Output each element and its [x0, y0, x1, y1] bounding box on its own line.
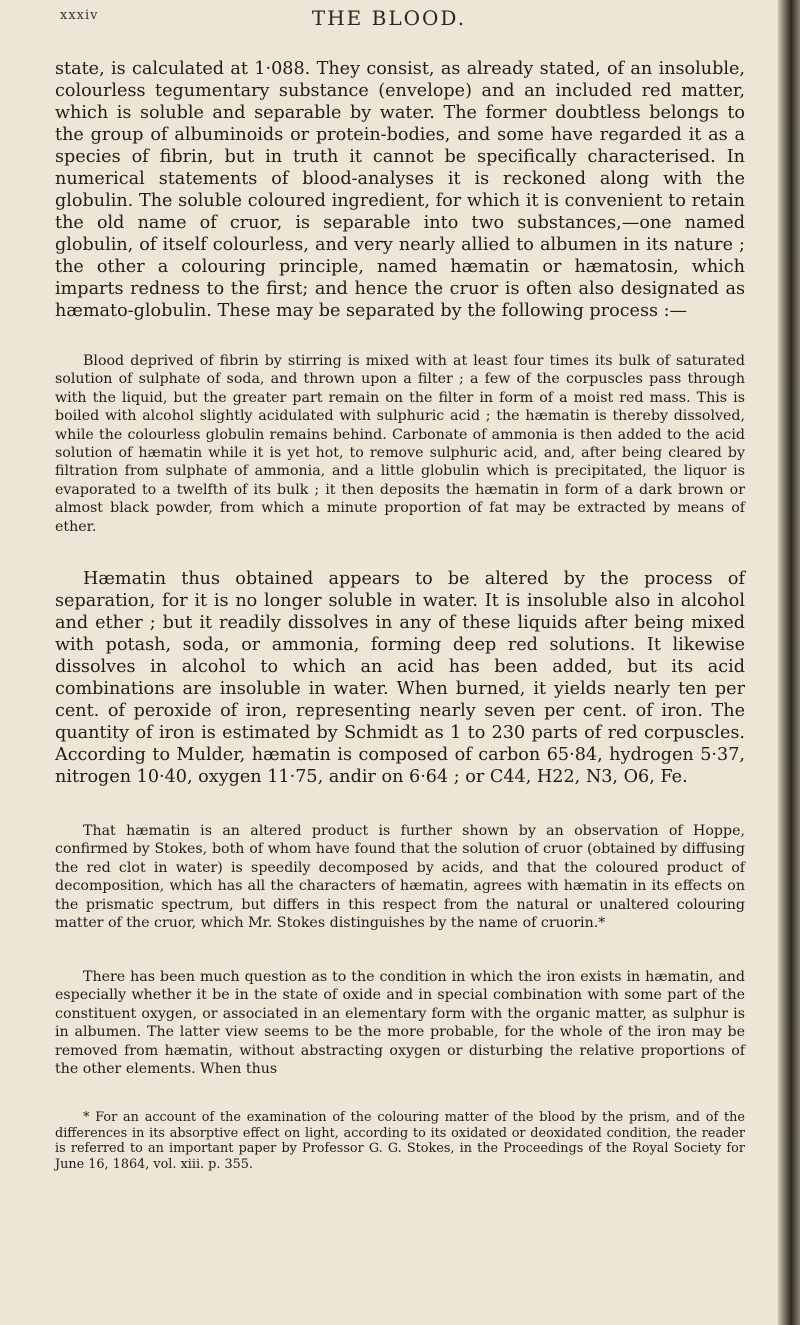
paragraph-text: Hæmatin thus obtained appears to be altered by the process of separation, for it is no longer soluble in water. It is insoluble also in alcohol and ether ; but it readily dissolves in any of these liquids after being mixed with potash, soda, or ammonia, forming deep red solutions. It likewise dissolves in alcohol to which an acid has been added, but its acid combinations are insoluble in water. When burned, it yields nearly ten per cent. of peroxide of iron, representing nearly seven per cent. of iron. The quantity of iron is estimated by Schmidt as 1 to 230 parts of red corpuscles. According to Mulder, hæmatin is composed of carbon 65·84, hydrogen 5·37, nitrogen 10·40, oxygen 11·75, andir on 6·64 ; or C44, H22, N3, O6, Fe. [55, 569, 745, 787]
footnote [55, 1110, 745, 1172]
process-description [55, 352, 745, 536]
paragraph-text: state, is calculated at 1·088. They consist, as already stated, of an insoluble, colourless tegumentary substance (envelope) and an included red matter, which is soluble and separable by water. The former doubtless belongs to the group of albuminoids or protein-bodies, and some have regarded it as a species of fibrin, but in truth it cannot be specifically characterised. In numerical statements of blood-analyses it is reckoned along with the globulin. The soluble coloured ingredient, for which it is convenient to retain the old name of cruor, is separable into two substances,—one named globulin, of itself colourless, and very nearly allied to albumen in its nature ; the other a colouring principle, named hæmatin or hæmatosin, which imparts redness to the first; and hence the cruor is often also designated as hæmato-globulin. These may be separated by the following process :— [55, 59, 745, 321]
body-paragraph-3 [55, 822, 745, 932]
body-paragraph-2 [55, 568, 745, 788]
paragraph-text: That hæmatin is an altered product is further shown by an observation of Hoppe, confirmed by Stokes, both of whom have found that the solution of cruor (obtained by diffusing the red clot in water) is speedily decomposed by acids, and that the coloured product of decomposition, which has all the characters of hæmatin, agrees with hæmatin in its effects on the prismatic spectrum, but differs in this respect from the natural or unaltered colouring matter of the cruor, which Mr. Stokes distinguishes by the name of cruorin.* [55, 823, 745, 932]
page-edge-shadow [778, 0, 800, 1325]
paragraph-text: Blood deprived of fibrin by stirring is mixed with at least four times its bulk of saturated solution of sulphate of soda, and thrown upon a filter ; a few of the corpuscles pass through with the liquid, but the greater part remain on the filter in form of a moist red mass. This is boiled with alcohol slightly acidulated with sulphuric acid ; the hæmatin is thereby dissolved, while the colourless globulin remains behind. Carbonate of ammonia is then added to the acid solution of hæmatin while it is yet hot, to remove sulphuric acid, and, after being cleared by filtration from sulphate of ammonia, and a little globulin which is precipitated, the liquor is evaporated to a twelfth of its bulk ; it then deposits the hæmatin in form of a dark brown or almost black powder, from which a minute proportion of fat may be extracted by means of ether. [55, 353, 745, 535]
body-paragraph-4 [55, 968, 745, 1078]
body-paragraph-1 [55, 58, 745, 322]
page-number: xxxiv [60, 8, 99, 23]
running-title: THE BLOOD. [311, 6, 467, 30]
footnote-text: * For an account of the examination of the colouring matter of the blood by the prism, and of the differences in its absorptive effect on light, according to its oxidated or deoxidated condition, the reader is referred to an important paper by Professor G. G. Stokes, in the Proceedings of the Royal Society for June 16, 1864, vol. xiii. p. 355. [55, 1110, 745, 1172]
paragraph-text: There has been much question as to the condition in which the iron exists in hæmatin, and especially whether it be in the state of oxide and in special combination with some part of the constituent oxygen, or associated in an elementary form with the organic matter, as sulphur is in albumen. The latter view seems to be the more probable, for the whole of the iron may be removed from hæmatin, without abstracting oxygen or disturbing the relative proportions of the other elements. When thus [55, 969, 745, 1078]
